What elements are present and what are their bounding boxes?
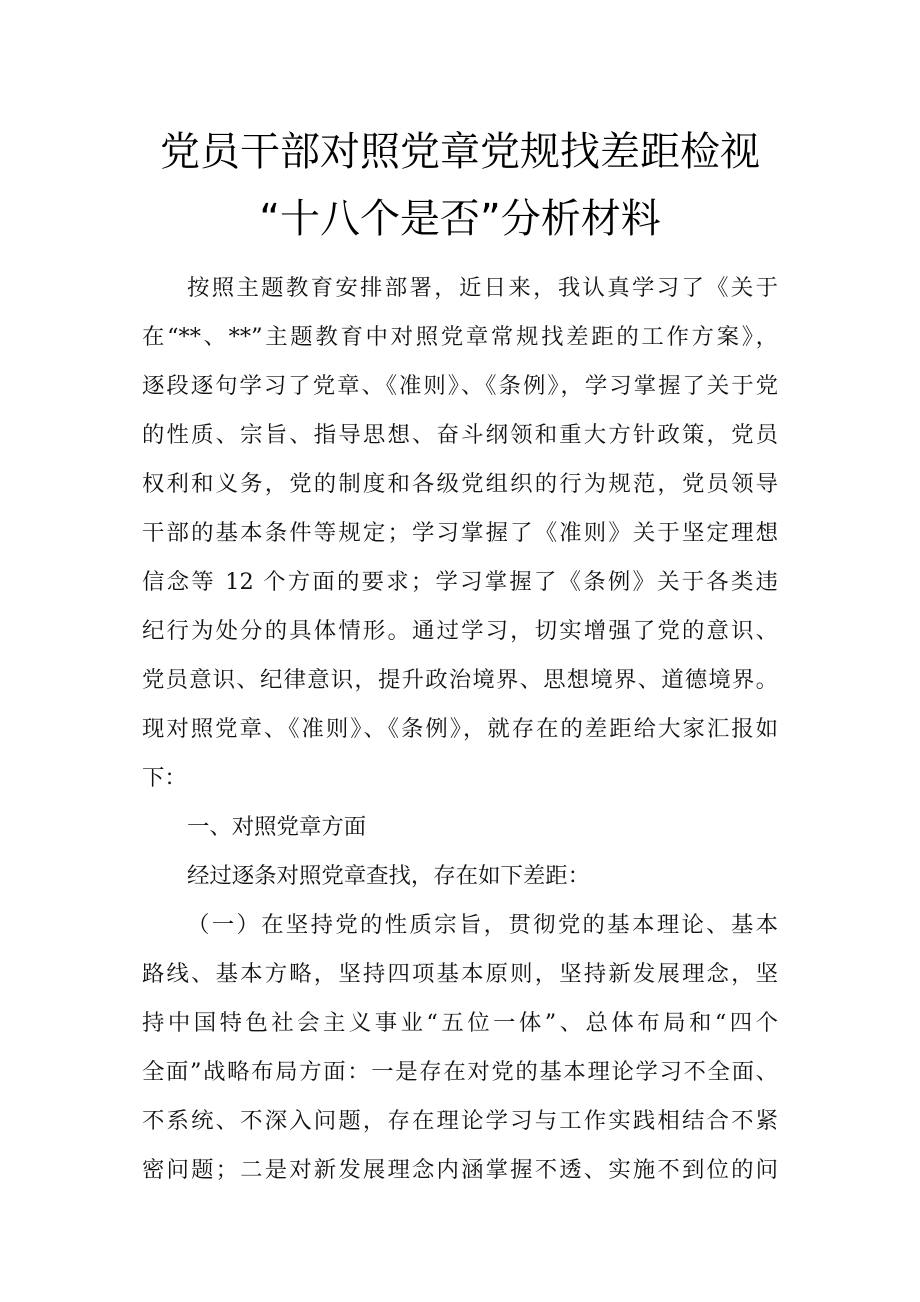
paragraph-line: 干部的基本条件等规定；学习掌握了《准则》关于坚定理想	[142, 520, 778, 546]
paragraph-line: 在“**、**”主题教育中对照党章常规找差距的工作方案》，	[142, 324, 778, 350]
paragraph-line: 党员意识、纪律意识，提升政治境界、思想境界、道德境界。	[142, 667, 778, 693]
paragraph-line: 持中国特色社会主义事业“五位一体”、总体布局和“四个	[142, 1010, 778, 1036]
document-body	[142, 264, 778, 1195]
paragraph-line: 密问题；二是对新发展理念内涵掌握不透、实施不到位的问	[142, 1157, 778, 1183]
paragraph-line: 的性质、宗旨、指导思想、奋斗纲领和重大方针政策，党员	[142, 422, 778, 448]
paragraph-line: 权利和义务，党的制度和各级党组织的行为规范，党员领导	[142, 471, 778, 497]
document-title-line-1: 党员干部对照党章党规找差距检视	[160, 129, 760, 175]
paragraph-line: 经过逐条对照党章查找，存在如下差距：	[187, 863, 591, 889]
paragraph-line: （一）在坚持党的性质宗旨，贯彻党的基本理论、基本	[187, 912, 778, 938]
paragraph-line: 全面”战略布局方面：一是存在对党的基本理论学习不全面、	[142, 1059, 778, 1085]
document-title-line-2: “十八个是否”分析材料	[259, 196, 661, 242]
section-heading: 一、对照党章方面	[187, 814, 367, 840]
paragraph-line: 不系统、不深入问题，存在理论学习与工作实践相结合不紧	[142, 1108, 778, 1134]
paragraph-line: 纪行为处分的具体情形。通过学习，切实增强了党的意识、	[142, 618, 778, 644]
paragraph-line: 逐段逐句学习了党章、《准则》、《条例》，学习掌握了关于党	[142, 373, 778, 399]
paragraph-line: 信念等 12 个方面的要求；学习掌握了《条例》关于各类违	[142, 569, 778, 595]
paragraph-line: 路线、基本方略，坚持四项基本原则，坚持新发展理念，坚	[142, 961, 778, 987]
paragraph-line: 现对照党章、《准则》、《条例》，就存在的差距给大家汇报如	[142, 716, 778, 742]
paragraph-line: 下：	[142, 765, 187, 791]
paragraph-line: 按照主题教育安排部署，近日来，我认真学习了《关于	[187, 275, 778, 301]
